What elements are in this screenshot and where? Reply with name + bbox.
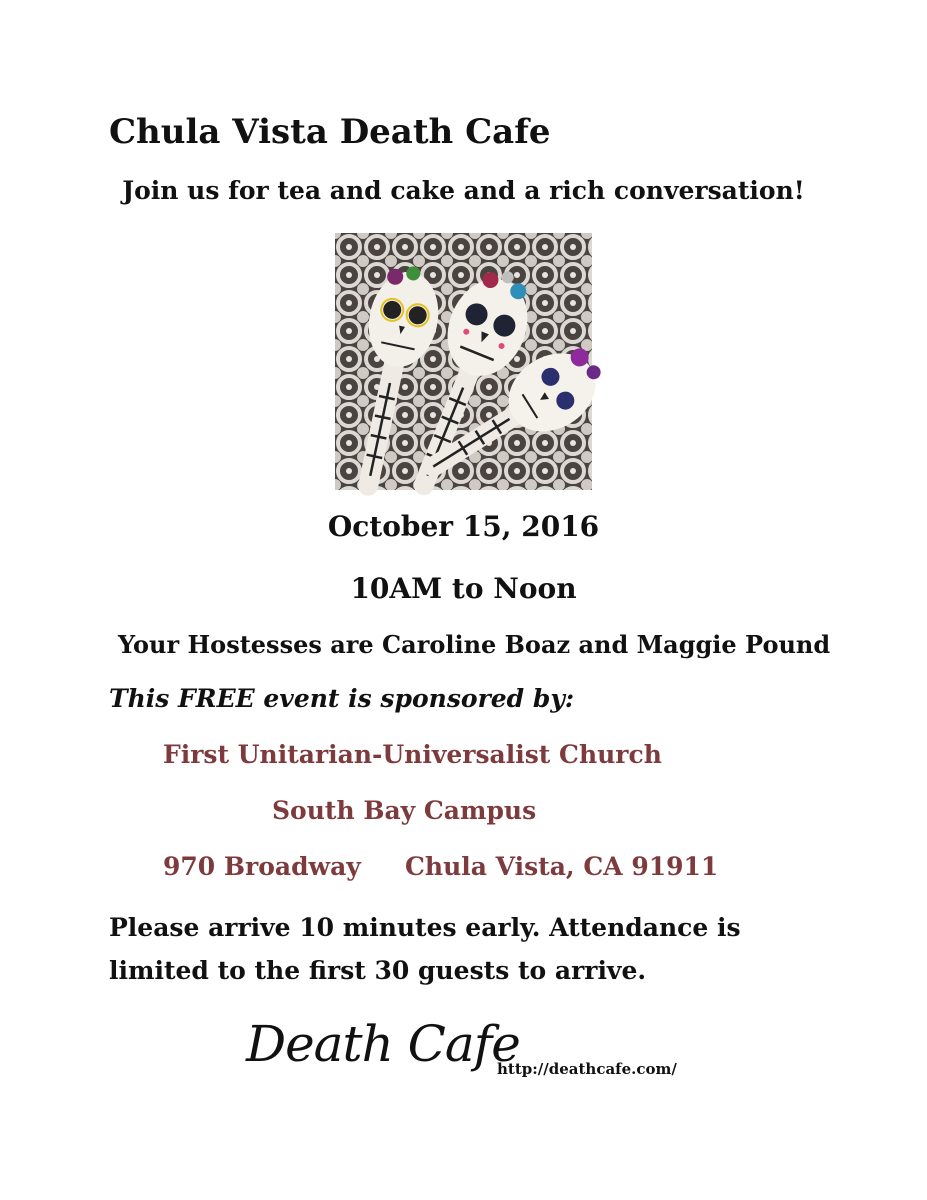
- sugar-skull-spoons-photo: [335, 233, 592, 490]
- page-title: Chula Vista Death Cafe: [109, 112, 551, 152]
- sponsor-name: First Unitarian-Universalist Church: [163, 740, 662, 769]
- death-cafe-logo: [244, 1005, 520, 1075]
- svg-text:Death Cafe: Death Cafe: [246, 1015, 520, 1073]
- sponsor-street: 970 Broadway: [163, 852, 361, 881]
- subtitle: Join us for tea and cake and a rich conversation!: [122, 176, 805, 205]
- sponsor-city: Chula Vista, CA 91911: [405, 852, 719, 881]
- event-time: 10AM to Noon: [350, 572, 577, 605]
- sponsor-campus: South Bay Campus: [272, 796, 537, 825]
- arrival-note: Please arrive 10 minutes early. Attendance is limited to the first 30 guests to arrive.: [109, 913, 741, 985]
- hostesses: Your Hostesses are Caroline Boaz and Maggie Pound: [118, 630, 831, 659]
- event-date: October 15, 2016: [327, 510, 600, 543]
- sponsor-intro: This FREE event is sponsored by:: [109, 684, 575, 713]
- website-link[interactable]: http://deathcafe.com/: [497, 1060, 677, 1078]
